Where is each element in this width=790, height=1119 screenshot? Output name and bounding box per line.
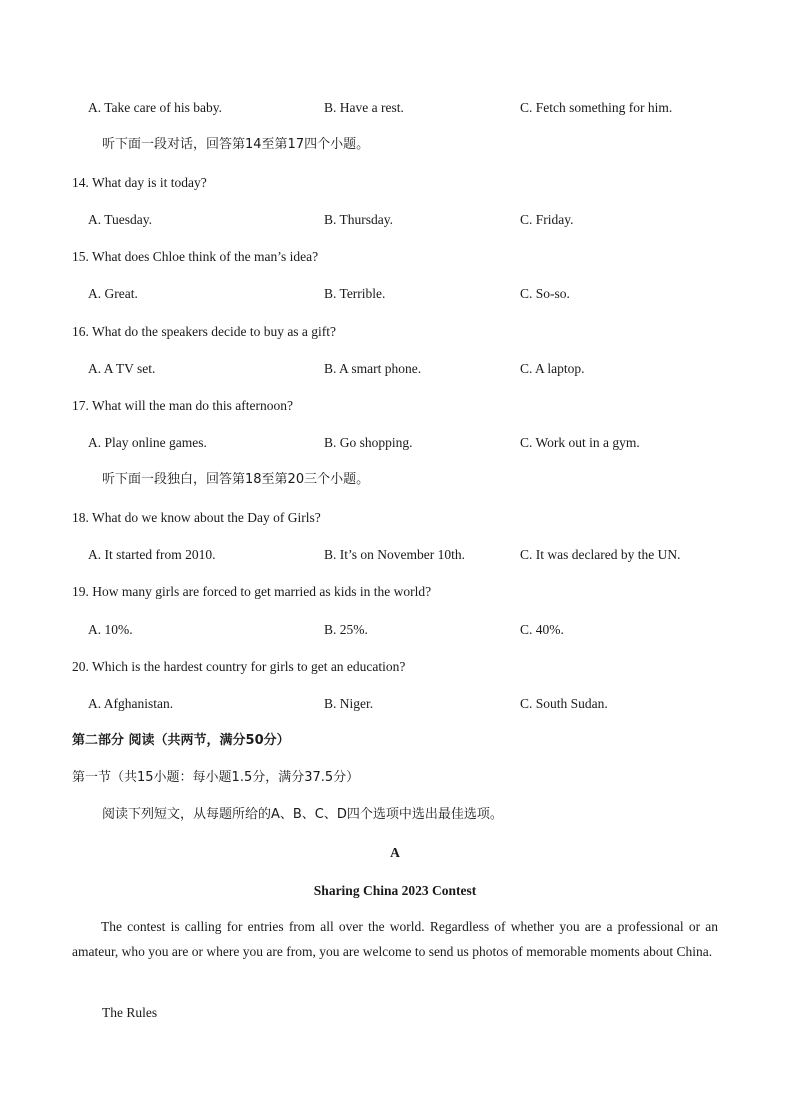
question-16-stem: 16. What do the speakers decide to buy as a gift? bbox=[72, 324, 337, 339]
question-16-option-b: B. A smart phone. bbox=[324, 361, 422, 376]
question-19-option-a: A. 10%. bbox=[88, 622, 133, 637]
question-20-option-c: C. South Sudan. bbox=[520, 696, 608, 711]
question-15-option-c: C. So-so. bbox=[520, 286, 570, 301]
passage-paragraph-text: The contest is calling for entries from all over the world. Regardless of whether you are a professional or an amateur, who you are or where you are from, you are welcome to send us photos of memorable moments about China. bbox=[72, 919, 718, 959]
q13-option-b: B. Have a rest. bbox=[324, 100, 404, 115]
question-15-stem: 15. What does Chloe think of the man’s idea? bbox=[72, 249, 319, 264]
question-18-stem: 18. What do we know about the Day of Girls? bbox=[72, 510, 321, 525]
question-18-option-c: C. It was declared by the UN. bbox=[520, 547, 681, 562]
rules-heading: The Rules bbox=[102, 1005, 158, 1020]
question-14-option-a: A. Tuesday. bbox=[88, 212, 153, 227]
part2-heading: 第二部分 阅读（共两节，满分50分） bbox=[72, 733, 290, 748]
question-20-option-a: A. Afghanistan. bbox=[88, 696, 174, 711]
q13-option-c: C. Fetch something for him. bbox=[520, 100, 673, 115]
section1-heading: 第一节（共15小题：每小题1.5分，满分37.5分） bbox=[72, 770, 360, 785]
passage-paragraph bbox=[72, 915, 718, 964]
question-17-option-c: C. Work out in a gym. bbox=[520, 435, 640, 450]
question-20-option-b: B. Niger. bbox=[324, 696, 374, 711]
question-20-stem: 20. Which is the hardest country for girls to get an education? bbox=[72, 659, 406, 674]
question-17-option-a: A. Play online games. bbox=[88, 435, 207, 450]
question-18-option-b: B. It’s on November 10th. bbox=[324, 547, 465, 562]
question-19-option-b: B. 25%. bbox=[324, 622, 368, 637]
question-15-option-b: B. Terrible. bbox=[324, 286, 386, 301]
question-16-option-c: C. A laptop. bbox=[520, 361, 585, 376]
question-15-option-a: A. Great. bbox=[88, 286, 138, 301]
question-19-option-c: C. 40%. bbox=[520, 622, 564, 637]
passage-letter: A bbox=[390, 845, 400, 860]
question-19-stem: 19. How many girls are forced to get married as kids in the world? bbox=[72, 584, 432, 599]
question-16-option-a: A. A TV set. bbox=[88, 361, 156, 376]
question-17-option-b: B. Go shopping. bbox=[324, 435, 413, 450]
instruction-18-20: 听下面一段独白，回答第18至第20三个小题。 bbox=[102, 472, 370, 487]
reading-instruction: 阅读下列短文，从每题所给的A、B、C、D四个选项中选出最佳选项。 bbox=[102, 807, 503, 822]
question-14-stem: 14. What day is it today? bbox=[72, 175, 207, 190]
question-14-option-c: C. Friday. bbox=[520, 212, 574, 227]
instruction-14-17: 听下面一段对话，回答第14至第17四个小题。 bbox=[102, 137, 370, 152]
question-14-option-b: B. Thursday. bbox=[324, 212, 393, 227]
q13-option-a: A. Take care of his baby. bbox=[88, 100, 223, 115]
passage-title: Sharing China 2023 Contest bbox=[313, 883, 477, 898]
question-17-stem: 17. What will the man do this afternoon? bbox=[72, 398, 293, 413]
question-18-option-a: A. It started from 2010. bbox=[88, 547, 216, 562]
